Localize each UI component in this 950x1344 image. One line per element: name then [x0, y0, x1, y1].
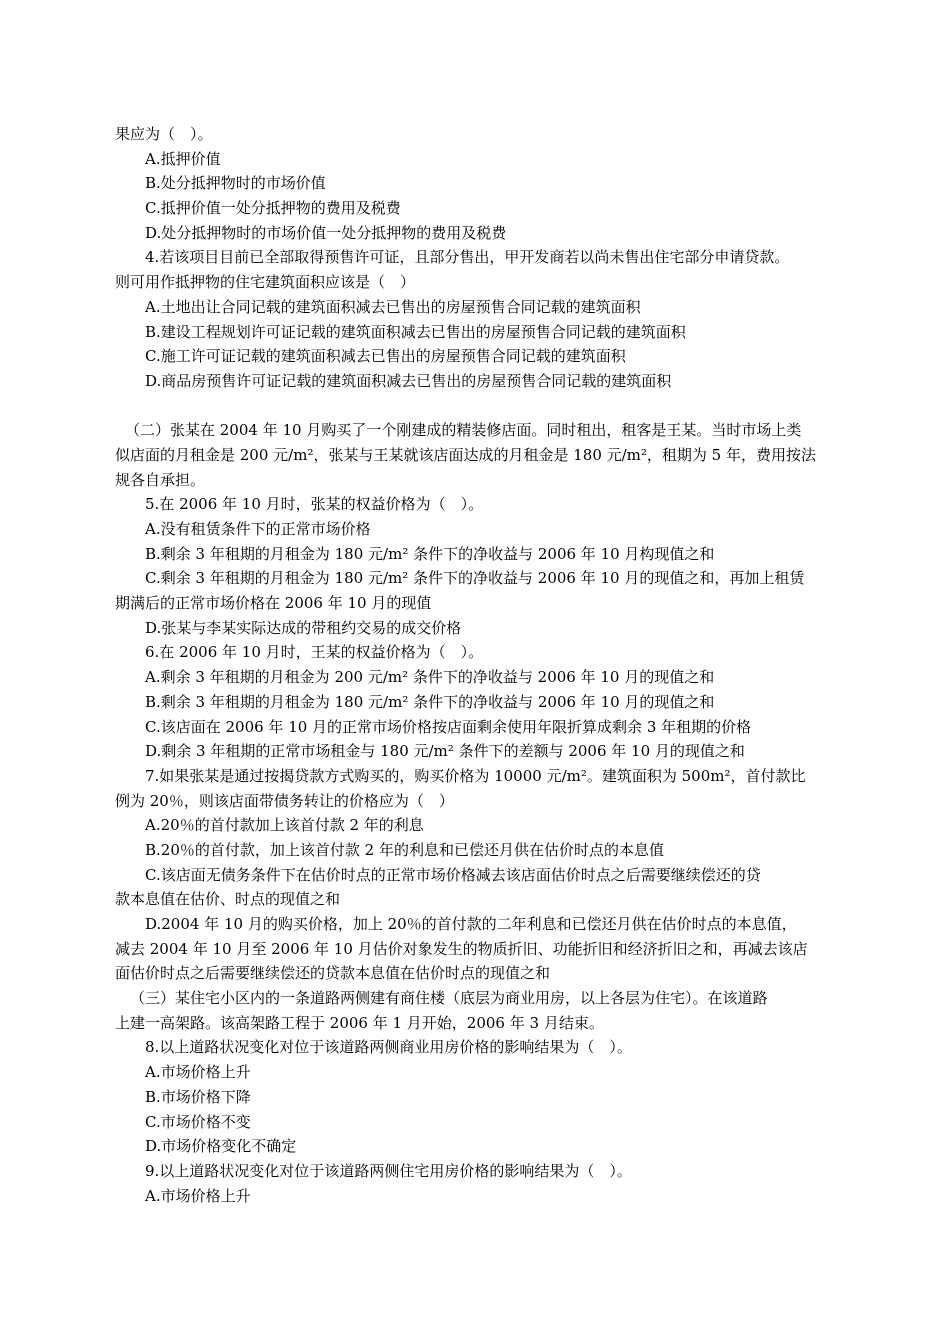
question-6: 6.在 2006 年 10 月时，王某的权益价格为（ ）。: [145, 643, 484, 662]
option-b: B.剩余 3 年租期的月租金为 180 元/m² 条件下的净收益与 2006 年 10 月的现值之和: [145, 692, 715, 711]
question-4: 4.若该项目目前已全部取得预售许可证，且部分售出，甲开发商若以尚未售出住宅部分申请贷款。: [145, 248, 790, 267]
option-b: B.处分抵押物时的市场价值: [145, 174, 326, 193]
option-c: C.该店面在 2006 年 10 月的正常市场价格按店面剩余使用年限折算成剩余 3 年租期的价格: [145, 717, 752, 736]
option-d: D.2004 年 10 月的购买价格，加上 20％的首付款的二年利息和已偿还月供在估价时点的本息值，: [145, 915, 797, 933]
question-7-cont: 例为 20％，则该店面带债务转让的价格应为（ ）: [115, 791, 454, 810]
question-4-cont: 则可用作抵押物的住宅建筑面积应该是（ ）: [115, 273, 416, 292]
option-c: C.市场价格不变: [145, 1112, 251, 1131]
option-c-cont: 款本息值在估价、时点的现值之和: [115, 890, 341, 909]
option-a: A.20％的首付款加上该首付款 2 年的利息: [145, 816, 424, 835]
option-c: C.施工许可证记载的建筑面积减去已售出的房屋预售合同记载的建筑面积: [145, 347, 626, 366]
question-9: 9.以上道路状况变化对位于该道路两侧住宅用房价格的影响结果为（ ）。: [145, 1161, 632, 1180]
option-c: C.抵押价值一处分抵押物的费用及税费: [145, 199, 401, 218]
option-b: B.建设工程规划许可证记载的建筑面积减去已售出的房屋预售合同记载的建筑面积: [145, 322, 686, 341]
option-c: C.该店面无债务条件下在估价时点的正常市场价格减去该店面估价时点之后需要继续偿还的贷: [145, 865, 761, 884]
spacer: [115, 394, 840, 419]
section-3-heading: （三）某住宅小区内的一条道路两侧建有商住楼（底层为商业用房，以上各层为住宅）。在该道路: [130, 989, 768, 1008]
option-a: A.没有租赁条件下的正常市场价格: [145, 520, 371, 538]
text-line: 果应为（ ）。: [115, 125, 213, 143]
option-d-cont: 面估价时点之后需要继续偿还的贷款本息值在估价时点的现值之和: [115, 964, 551, 983]
option-b: B.剩余 3 年租期的月租金为 180 元/m² 条件下的净收益与 2006 年 10 月构现值之和: [145, 544, 715, 563]
option-a: A.市场价格上升: [145, 1186, 251, 1205]
section-2-cont: 规各自承担。: [115, 470, 206, 489]
option-d-cont: 减去 2004 年 10 月至 2006 年 10 月估价对象发生的物质折旧、功能折旧和经济折旧之和，再减去该店: [115, 939, 808, 958]
option-d: D.张某与李某实际达成的带租约交易的成交价格: [145, 618, 462, 637]
option-b: B.20％的首付款，加上该首付款 2 年的利息和已偿还月供在估价时点的本息值: [145, 840, 664, 859]
question-8: 8.以上道路状况变化对位于该道路两侧商业用房价格的影响结果为（ ）。: [145, 1038, 632, 1057]
option-a: A.剩余 3 年租期的月租金为 200 元/m² 条件下的净收益与 2006 年 10 月的现值之和: [145, 668, 715, 687]
option-c-cont: 期满后的正常市场价格在 2006 年 10 月的现值: [115, 594, 432, 613]
option-b: B.市场价格下降: [145, 1087, 251, 1106]
option-a: A.市场价格上升: [145, 1063, 251, 1082]
section-2-cont: 似店面的月租金是 200 元/m²，张某与王某就该店面达成的月租金是 180 元/m²，租期为 5 年，费用按法: [115, 445, 816, 464]
question-7: 7.如果张某是通过按揭贷款方式购买的，购买价格为 10000 元/m²。建筑面积为 500m²，首付款比: [145, 766, 806, 785]
option-a: A.抵押价值: [145, 149, 221, 168]
section-2-heading: （二）张某在 2004 年 10 月购买了一个刚建成的精装修店面。同时租出，租客是王某。当时市场上类: [125, 421, 802, 440]
document-page: [115, 122, 840, 1208]
option-a: A.土地出让合同记载的建筑面积减去已售出的房屋预售合同记载的建筑面积: [145, 297, 641, 316]
option-d: D.处分抵押物时的市场价值一处分抵押物的费用及税费: [145, 223, 507, 242]
option-d: D.剩余 3 年租期的正常市场租金与 180 元/m² 条件下的差额与 2006 年 10 月的现值之和: [145, 742, 745, 761]
option-d: D.市场价格变化不确定: [145, 1137, 297, 1156]
question-5: 5.在 2006 年 10 月时，张某的权益价格为（ ）。: [145, 495, 484, 514]
option-d: D.商品房预售许可证记载的建筑面积减去已售出的房屋预售合同记载的建筑面积: [145, 371, 672, 390]
section-3-cont: 上建一高架路。该高架路工程于 2006 年 1 月开始，2006 年 3 月结束。: [115, 1013, 604, 1032]
option-c: C.剩余 3 年租期的月租金为 180 元/m² 条件下的净收益与 2006 年 10 月的现值之和，再加上租赁: [145, 569, 805, 588]
